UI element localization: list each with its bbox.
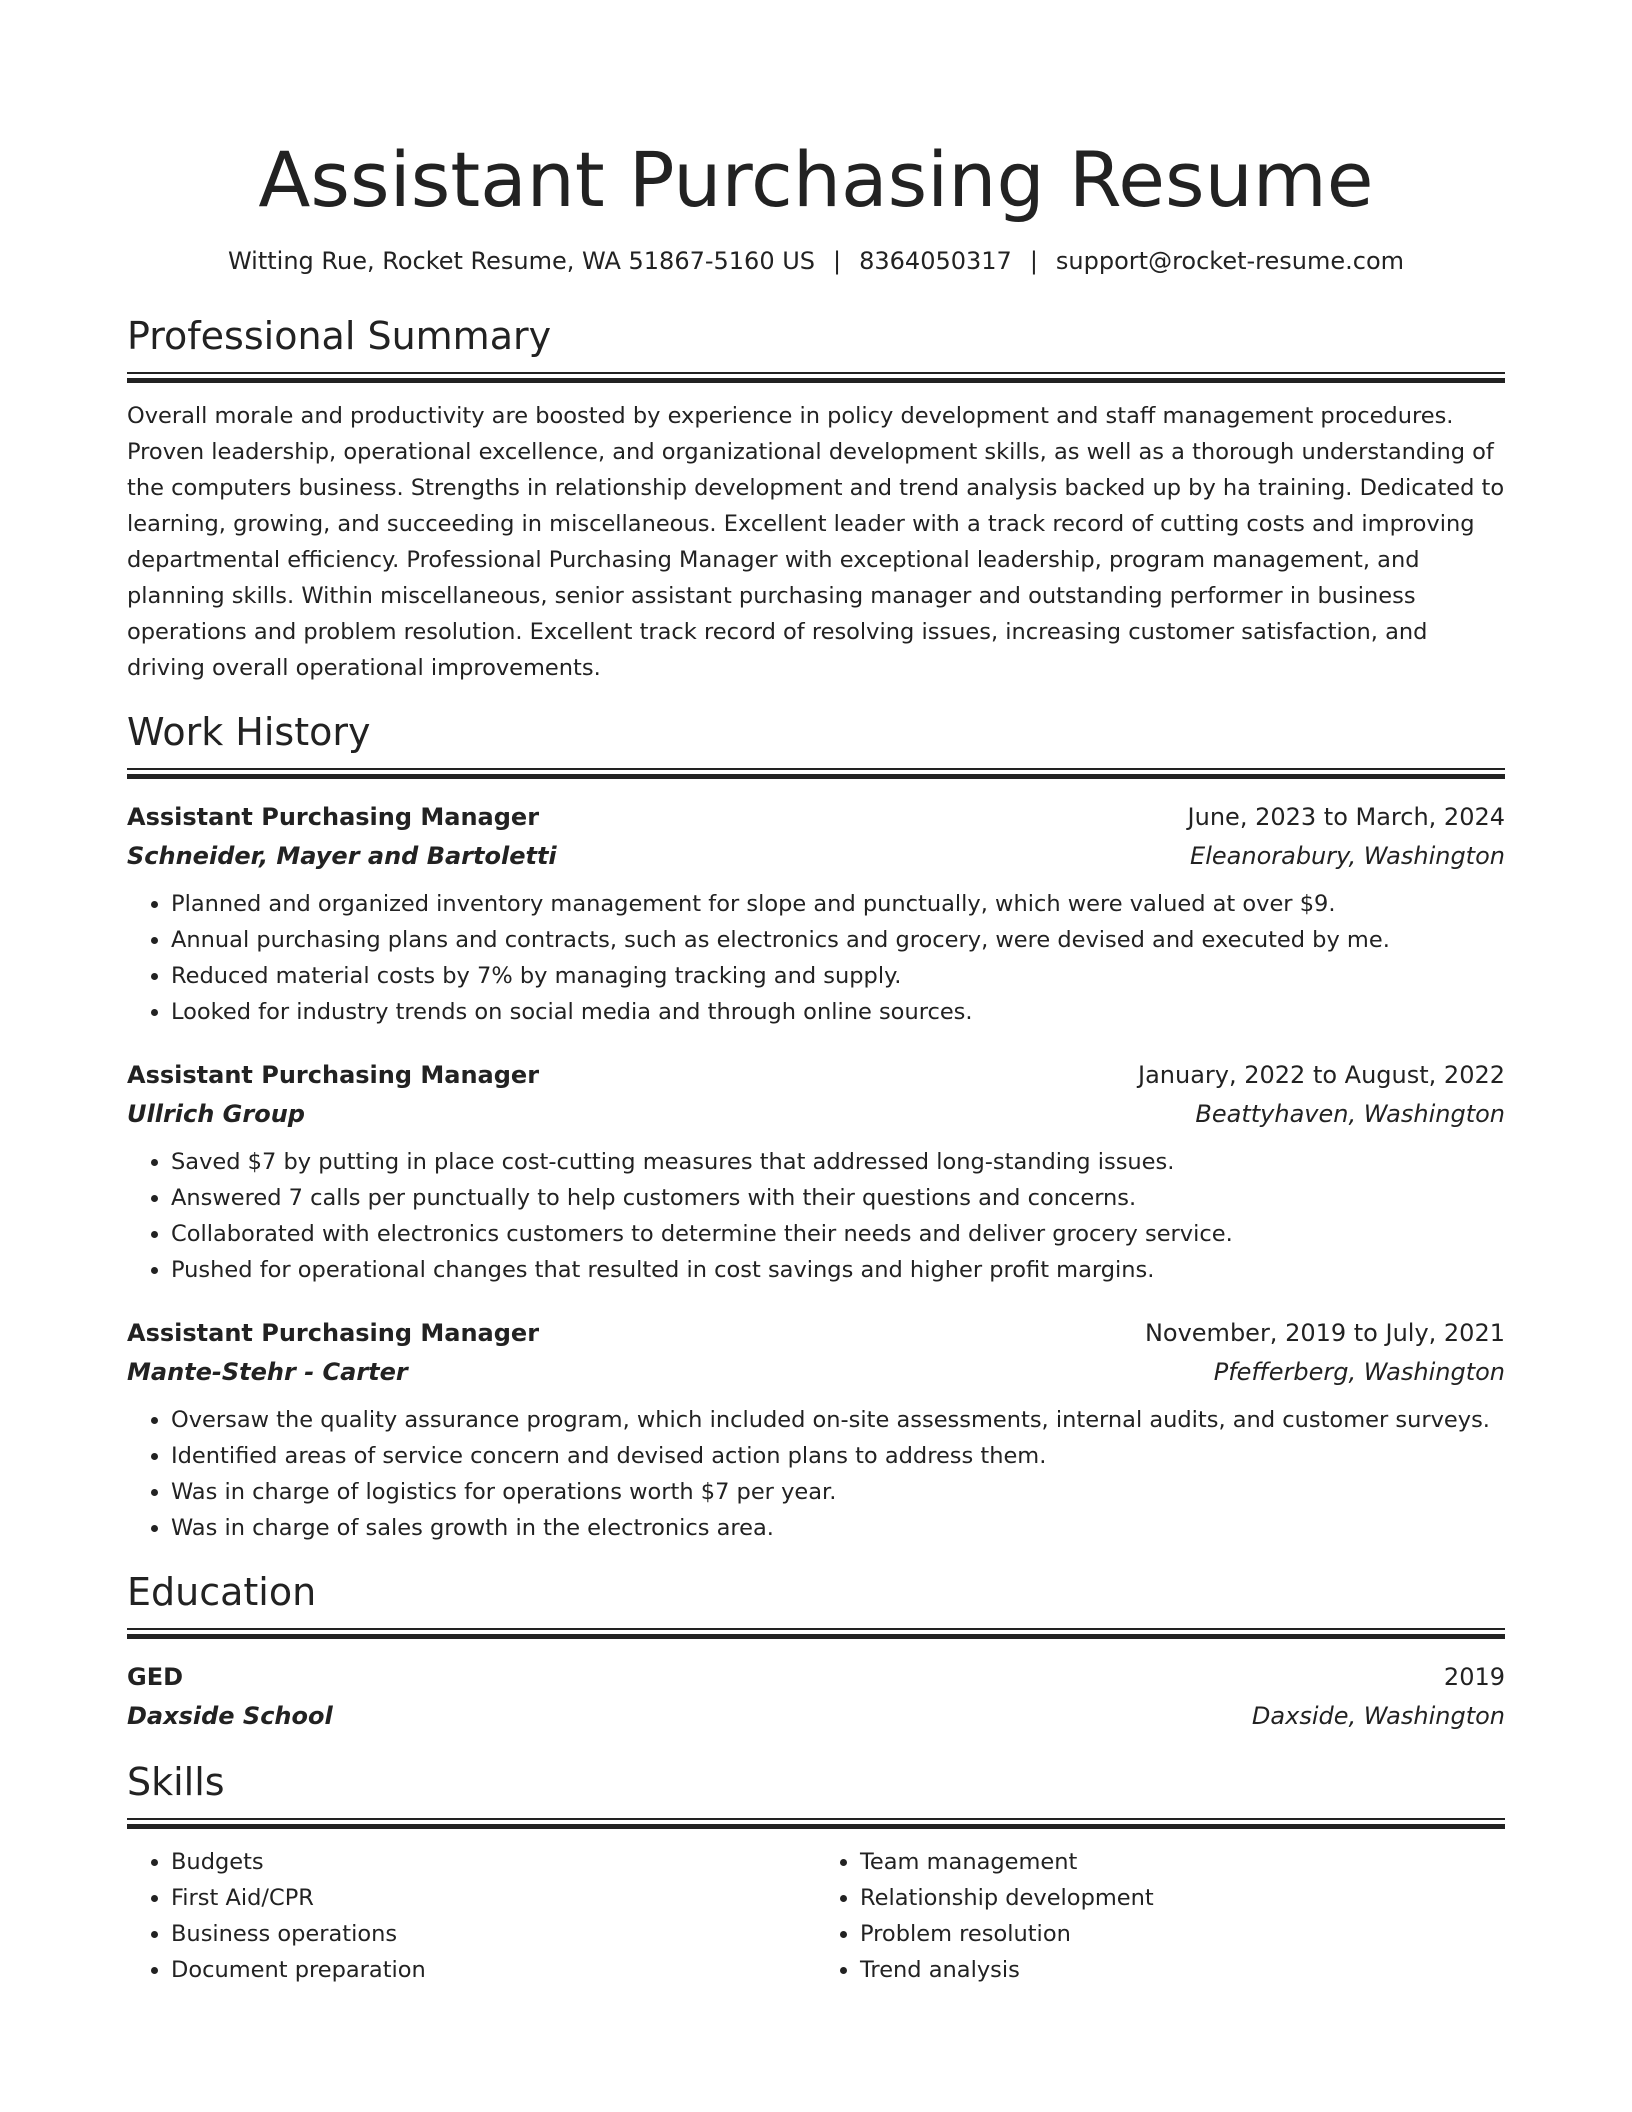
job-title: Assistant Purchasing Manager [127, 1061, 540, 1089]
job-entry [127, 1056, 1505, 1288]
skill-item: • First Aid/CPR [171, 1880, 816, 1916]
job-location: Pfefferberg, Washington [1213, 1358, 1505, 1386]
education-school: Daxside School [127, 1702, 333, 1730]
job-bullet: • Pushed for operational changes that resulted in cost savings and higher profit margins. [171, 1252, 1505, 1288]
contact-address: Witting Rue, Rocket Resume, WA 51867-5160 US [227, 247, 816, 275]
section-divider [127, 372, 1505, 384]
work-history-section [127, 708, 1505, 1546]
summary-section [127, 312, 1505, 686]
job-bullet: • Was in charge of logistics for operations worth $7 per year. [171, 1474, 1505, 1510]
contact-separator: | [833, 247, 842, 275]
education-entry [127, 1658, 1505, 1736]
section-divider [127, 1818, 1505, 1830]
job-entry [127, 1314, 1505, 1546]
skill-item: • Relationship development [860, 1880, 1505, 1916]
summary-text: Overall morale and productivity are boosted by experience in policy development and staff management procedures. Proven leadership, operational excellence, and organizational development skills, as well as a thorough understanding of the computers business. Strengths in relationship development and trend analysis backed up by ha training. Dedicated to learning, growing, and succeeding in miscellaneous. Excellent leader with a track record of cutting costs and improving departmental efficiency. Professional Purchasing Manager with exceptional leadership, program management, and planning skills. Within miscellaneous, senior assistant purchasing manager and outstanding performer in business operations and problem resolution. Excellent track record of resolving issues, increasing customer satisfaction, and driving overall operational improvements. [127, 403, 1505, 681]
job-company: Schneider, Mayer and Bartoletti [127, 842, 557, 870]
skills-column-left [127, 1844, 816, 1988]
job-bullets [127, 1402, 1505, 1546]
contact-email: support@rocket-resume.com [1055, 247, 1405, 275]
skills-list [127, 1844, 1505, 1988]
job-dates: June, 2023 to March, 2024 [1187, 803, 1505, 831]
skills-heading: Skills [127, 1760, 225, 1804]
skill-item: • Team management [860, 1844, 1505, 1880]
job-bullet: • Annual purchasing plans and contracts, such as electronics and grocery, were devised and executed by me. [171, 922, 1505, 958]
skills-section [127, 1758, 1505, 1988]
job-dates: January, 2022 to August, 2022 [1138, 1061, 1505, 1089]
job-bullet: • Saved $7 by putting in place cost-cutting measures that addressed long-standing issues. [171, 1144, 1505, 1180]
job-bullets [127, 1144, 1505, 1288]
contact-line [127, 244, 1505, 278]
skill-item: • Budgets [171, 1844, 816, 1880]
education-degree: GED [127, 1663, 184, 1691]
job-dates: November, 2019 to July, 2021 [1144, 1319, 1505, 1347]
job-bullet: • Was in charge of sales growth in the electronics area. [171, 1510, 1505, 1546]
job-location: Eleanorabury, Washington [1190, 842, 1505, 870]
skill-item: • Problem resolution [860, 1916, 1505, 1952]
job-company: Mante-Stehr - Carter [127, 1358, 408, 1386]
job-title: Assistant Purchasing Manager [127, 1319, 540, 1347]
education-heading: Education [127, 1570, 317, 1614]
section-divider [127, 1628, 1505, 1640]
job-bullet: • Identified areas of service concern and devised action plans to address them. [171, 1438, 1505, 1474]
education-location: Daxside, Washington [1251, 1702, 1505, 1730]
contact-phone: 8364050317 [859, 247, 1012, 275]
skill-item: • Document preparation [171, 1952, 816, 1988]
education-section [127, 1568, 1505, 1736]
job-bullet: • Answered 7 calls per punctually to help customers with their questions and concerns. [171, 1180, 1505, 1216]
work-history-heading: Work History [127, 710, 371, 754]
job-company: Ullrich Group [127, 1100, 305, 1128]
resume-title: Assistant Purchasing Resume [258, 135, 1374, 224]
section-divider [127, 768, 1505, 780]
job-bullets [127, 886, 1505, 1030]
job-entry [127, 798, 1505, 1030]
skills-column-right [816, 1844, 1505, 1988]
education-year: 2019 [1443, 1663, 1505, 1691]
skill-item: • Business operations [171, 1916, 816, 1952]
job-location: Beattyhaven, Washington [1195, 1100, 1505, 1128]
job-bullet: • Oversaw the quality assurance program, which included on-site assessments, internal audits, and customer surveys. [171, 1402, 1505, 1438]
summary-heading: Professional Summary [127, 314, 552, 358]
job-bullet: • Looked for industry trends on social media and through online sources. [171, 994, 1505, 1030]
job-bullet: • Collaborated with electronics customers to determine their needs and deliver grocery service. [171, 1216, 1505, 1252]
contact-separator: | [1029, 247, 1038, 275]
job-title: Assistant Purchasing Manager [127, 803, 540, 831]
job-bullet: • Planned and organized inventory management for slope and punctually, which were valued at over $9. [171, 886, 1505, 922]
skill-item: • Trend analysis [860, 1952, 1505, 1988]
job-bullet: • Reduced material costs by 7% by managing tracking and supply. [171, 958, 1505, 994]
